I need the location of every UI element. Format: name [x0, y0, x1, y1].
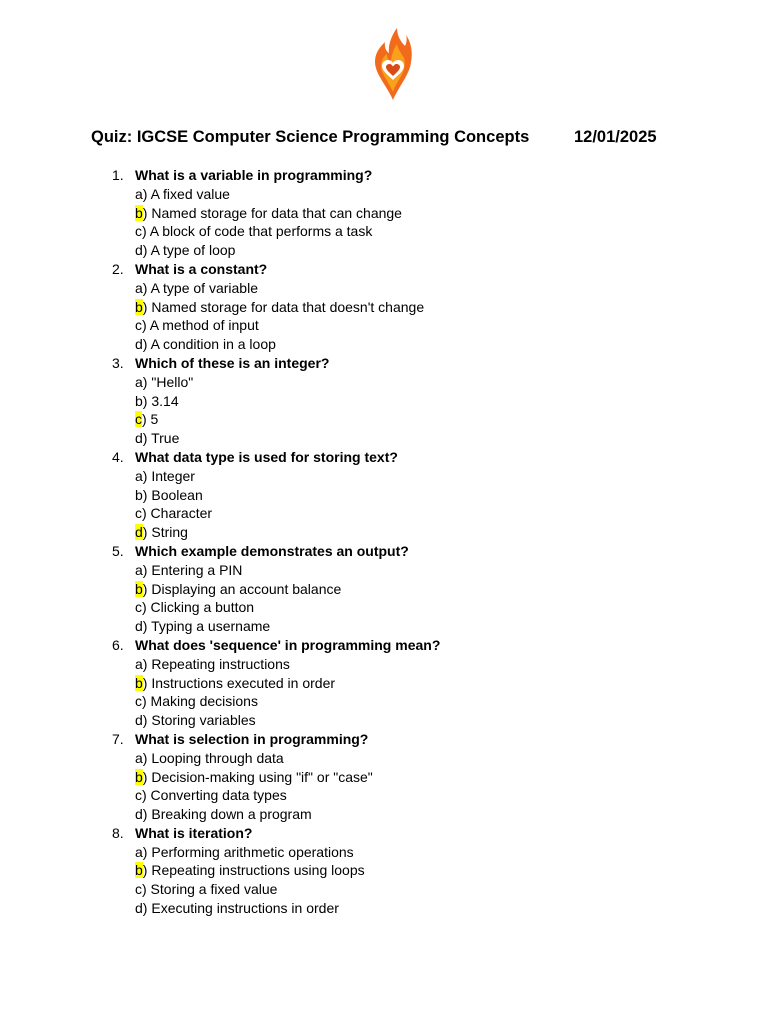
option-text: Looping through data — [147, 749, 284, 766]
question-number: 8. — [112, 824, 124, 841]
correct-answer-highlight: b — [135, 204, 143, 221]
option-letter: a — [135, 185, 143, 202]
option-letter: d — [135, 618, 143, 635]
option-letter: a — [135, 373, 143, 390]
quiz-header — [91, 128, 691, 152]
question-text: Which example demonstrates an output? — [135, 542, 409, 559]
answer-option: c) 5 — [135, 411, 159, 428]
option-letter: c — [135, 787, 142, 804]
option-text: Repeating instructions using loops — [147, 862, 365, 879]
correct-answer-highlight: b — [135, 674, 143, 691]
option-text: A method of input — [146, 317, 259, 334]
option-letter: a — [135, 749, 143, 766]
option-letter: d — [135, 242, 143, 259]
question-item — [0, 730, 768, 824]
answer-option: b) Decision-making using "if" or "case" — [135, 768, 373, 785]
answer-option: d) A condition in a loop — [135, 336, 276, 353]
option-letter: d — [135, 900, 143, 917]
correct-answer-highlight: c — [135, 411, 142, 428]
option-text: A fixed value — [147, 185, 230, 202]
option-text: Decision-making using "if" or "case" — [147, 768, 373, 785]
option-text: Making decisions — [146, 693, 258, 710]
question-text: What does 'sequence' in programming mean? — [135, 636, 441, 653]
option-text: Storing variables — [147, 712, 256, 729]
option-letter: d — [135, 712, 143, 729]
answer-option: a) A fixed value — [135, 185, 230, 202]
answer-option: c) Clicking a button — [135, 599, 255, 616]
option-letter: c — [135, 693, 142, 710]
quiz-title: Quiz: IGCSE Computer Science Programming Concepts — [91, 128, 530, 146]
question-text: What is a variable in programming? — [135, 167, 373, 183]
question-number: 6. — [112, 636, 124, 653]
option-letter: a — [135, 561, 143, 578]
answer-option: b) Named storage for data that can change — [135, 204, 402, 221]
option-text: 5 — [146, 411, 159, 428]
option-letter: a — [135, 655, 143, 672]
answer-option: c) Character — [135, 505, 213, 522]
answer-option: a) A type of variable — [135, 279, 258, 296]
option-text: String — [147, 524, 188, 541]
correct-answer-highlight: b — [135, 862, 143, 879]
question-item — [0, 260, 768, 354]
question-number: 1. — [112, 167, 124, 183]
correct-answer-highlight: b — [135, 298, 143, 315]
answer-option: d) A type of loop — [135, 242, 236, 259]
option-text: A block of code that performs a task — [146, 223, 373, 240]
option-text: Named storage for data that doesn't change — [147, 298, 425, 315]
answer-option: a) "Hello" — [135, 373, 194, 390]
question-text: What is a constant? — [135, 260, 268, 277]
answer-option: c) Converting data types — [135, 787, 287, 804]
option-text: Clicking a button — [146, 599, 255, 616]
answer-option: a) Performing arithmetic operations — [135, 843, 354, 860]
answer-option: d) True — [135, 430, 180, 447]
option-letter: c — [135, 505, 142, 522]
answer-option: b) Repeating instructions using loops — [135, 862, 365, 879]
option-text: Executing instructions in order — [147, 900, 339, 917]
question-item — [0, 636, 768, 730]
option-text: 3.14 — [147, 392, 179, 409]
option-letter: d — [135, 806, 143, 823]
question-item — [0, 824, 768, 918]
question-text: Which of these is an integer? — [135, 354, 330, 371]
option-text: Breaking down a program — [147, 806, 312, 823]
answer-option: c) A block of code that performs a task — [135, 223, 373, 240]
option-text: Boolean — [147, 486, 203, 503]
option-text: A type of variable — [147, 279, 258, 296]
option-text: Repeating instructions — [147, 655, 290, 672]
question-number: 2. — [112, 260, 124, 277]
question-number: 4. — [112, 448, 124, 465]
answer-option: d) String — [135, 524, 188, 541]
correct-answer-highlight: b — [135, 768, 143, 785]
answer-option: b) Displaying an account balance — [135, 580, 342, 597]
flame-heart-logo-icon — [369, 26, 417, 102]
question-number: 7. — [112, 730, 124, 747]
question-number: 5. — [112, 542, 124, 559]
option-text: Displaying an account balance — [147, 580, 342, 597]
option-letter: c — [135, 599, 142, 616]
option-text: Instructions executed in order — [147, 674, 336, 691]
option-text: Character — [146, 505, 213, 522]
answer-option: a) Entering a PIN — [135, 561, 243, 578]
quiz-date: 12/01/2025 — [574, 128, 657, 146]
option-letter: d — [135, 430, 143, 447]
option-text: Converting data types — [146, 787, 287, 804]
option-text: Entering a PIN — [147, 561, 243, 578]
answer-option: d) Storing variables — [135, 712, 256, 729]
answer-option: a) Looping through data — [135, 749, 284, 766]
answer-option: b) Instructions executed in order — [135, 674, 336, 691]
option-text: A type of loop — [147, 242, 236, 259]
question-text: What is iteration? — [135, 824, 253, 841]
question-item — [0, 166, 768, 260]
answer-option: a) Integer — [135, 467, 195, 484]
question-item — [0, 354, 768, 448]
option-text: "Hello" — [147, 373, 194, 390]
option-letter: b — [135, 392, 143, 409]
option-letter: a — [135, 467, 143, 484]
question-text: What data type is used for storing text? — [135, 448, 398, 465]
option-letter: c — [135, 881, 142, 898]
question-item — [0, 448, 768, 542]
option-text: Integer — [147, 467, 195, 484]
answer-option: c) Making decisions — [135, 693, 258, 710]
correct-answer-highlight: b — [135, 580, 143, 597]
answer-option: a) Repeating instructions — [135, 655, 290, 672]
option-text: Typing a username — [147, 618, 271, 635]
option-text: Storing a fixed value — [146, 881, 278, 898]
option-letter: d — [135, 336, 143, 353]
option-text: A condition in a loop — [147, 336, 276, 353]
answer-option: c) A method of input — [135, 317, 259, 334]
option-text: Performing arithmetic operations — [147, 843, 354, 860]
answer-option: b) Boolean — [135, 486, 203, 503]
option-letter: b — [135, 486, 143, 503]
question-text: What is selection in programming? — [135, 730, 369, 747]
question-item — [0, 542, 768, 636]
option-letter: a — [135, 843, 143, 860]
option-letter: c — [135, 317, 142, 334]
answer-option: d) Typing a username — [135, 618, 271, 635]
question-list — [0, 166, 768, 918]
answer-option: c) Storing a fixed value — [135, 881, 278, 898]
option-text: True — [147, 430, 180, 447]
answer-option: b) Named storage for data that doesn't change — [135, 298, 425, 315]
option-text: Named storage for data that can change — [147, 204, 402, 221]
option-letter: c — [135, 223, 142, 240]
option-letter: a — [135, 279, 143, 296]
correct-answer-highlight: d — [135, 524, 143, 541]
question-number: 3. — [112, 354, 124, 371]
answer-option: d) Executing instructions in order — [135, 900, 339, 917]
answer-option: d) Breaking down a program — [135, 806, 312, 823]
answer-option: b) 3.14 — [135, 392, 179, 409]
